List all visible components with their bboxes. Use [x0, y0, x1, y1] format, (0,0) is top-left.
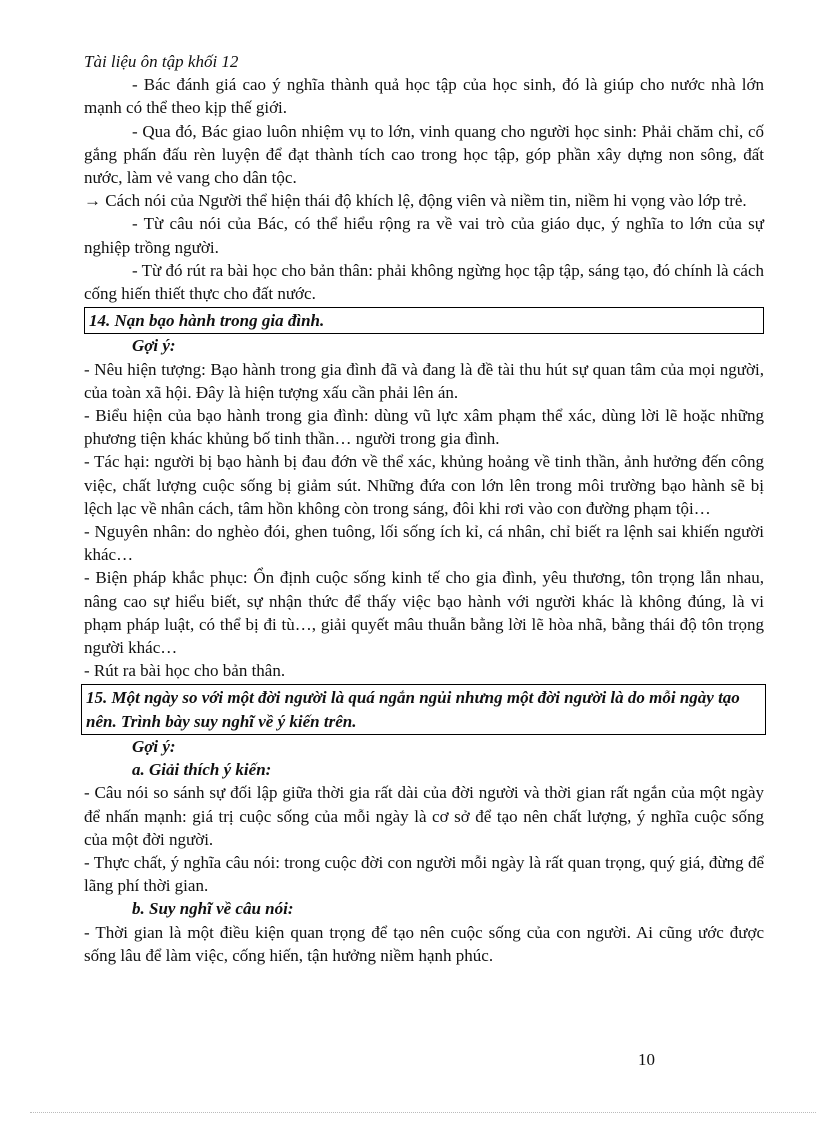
- paragraph: - Qua đó, Bác giao luôn nhiệm vụ to lớn, vinh quang cho người học sinh: Phải chăm chỉ, cố gắng phấn đấu rèn luyện để đạt thành tích cao trong học tập, góp phần xây dựng non sông, đất nước, làm vẻ vang cho dân tộc.: [84, 121, 764, 188]
- list-item: - Biểu hiện của bạo hành trong gia đình: dùng vũ lực xâm phạm thể xác, dùng lời lẽ hoặc những phương tiện khác khủng bố tinh thần… người trong gia đình.: [84, 406, 764, 449]
- paragraph: - Từ câu nói của Bác, có thể hiểu rộng ra về vai trò của giáo dục, ý nghĩa to lớn của sự nghiệp trồng người.: [84, 214, 764, 257]
- list-item: - Nguyên nhân: do nghèo đói, ghen tuông, lối sống ích kỉ, cá nhân, chỉ biết ra lệnh sai khiến người khác…: [84, 522, 764, 565]
- list-item: - Nêu hiện tượng: Bạo hành trong gia đình đã và đang là đề tài thu hút sự quan tâm của mọi người, của toàn xã hội. Đây là hiện tượng xấu cần phải lên án.: [84, 359, 764, 402]
- page-divider: [30, 1112, 816, 1113]
- list-item: - Thời gian là một điều kiện quan trọng để tạo nên cuộc sống của con người. Ai cũng ước được sống lâu để làm việc, cống hiến, tận hưởng niềm hạnh phúc.: [84, 922, 764, 965]
- page-number: 10: [638, 1050, 655, 1069]
- paragraph: - Từ đó rút ra bài học cho bản thân: phải không ngừng học tập tập, sáng tạo, đó chính là cách cống hiến thiết thực cho đất nước.: [84, 260, 764, 304]
- paragraph: → Cách nói của Người thể hiện thái độ khích lệ, động viên và niềm tin, niềm hi vọng vào lớp trẻ.: [84, 191, 747, 211]
- subheading-a: a. Giải thích ý kiến:: [132, 760, 272, 780]
- section-15-title: 15. Một ngày so với một đời người là quá ngắn ngủi nhưng một đời người là do mỗi ngày tạo nên. Trình bày suy nghĩ về ý kiến trên.: [81, 684, 766, 734]
- list-item: - Thực chất, ý nghĩa câu nói: trong cuộc đời con người mỗi ngày là rất quan trọng, quý giá, đừng để lãng phí thời gian.: [84, 852, 764, 896]
- section-14-hint: Gợi ý:: [132, 336, 176, 356]
- list-item: - Rút ra bài học cho bản thân.: [84, 661, 286, 681]
- list-item: - Câu nói so sánh sự đối lập giữa thời gia rất dài của đời người và thời gian rất ngắn của một ngày để nhấn mạnh: giá trị cuộc sống của mỗi ngày là cơ sở để tạo nên chất lượng, ý nghĩa cuộc sống của một đời người.: [84, 783, 764, 849]
- list-item: - Biện pháp khắc phục: Ổn định cuộc sống kinh tế cho gia đình, yêu thương, tôn trọng lẫn nhau, nâng cao sự hiểu biết, sự nhận thức để thấy việc bạo hành với người khác là không đúng, là vi phạm pháp luật, có thể bị đi tù…, giải quyết mâu thuẫn bằng lời lẽ hòa nhã, bằng thái độ tôn trọng người khác…: [84, 568, 764, 658]
- document-page: [84, 50, 764, 967]
- list-item: - Tác hại: người bị bạo hành bị đau đớn về thể xác, khủng hoảng về tinh thần, ảnh hưởng đến công việc, chất lượng cuộc sống bị giảm sút. Những đứa con lớn lên trong môi trường bạo hành sẽ bị lệch lạc về nhân cách, tâm hồn không còn trong sáng, đôi khi rơi vào con đường phạm tội…: [84, 452, 764, 518]
- paragraph: - Bác đánh giá cao ý nghĩa thành quả học tập của học sinh, đó là giúp cho nước nhà lớn mạnh có thể theo kịp thế giới.: [84, 75, 764, 118]
- section-14-title: 14. Nạn bạo hành trong gia đình.: [84, 307, 764, 334]
- section-15-hint: Gợi ý:: [132, 736, 176, 756]
- subheading-b: b. Suy nghĩ về câu nói:: [132, 899, 294, 919]
- document-header: Tài liệu ôn tập khối 12: [84, 52, 239, 71]
